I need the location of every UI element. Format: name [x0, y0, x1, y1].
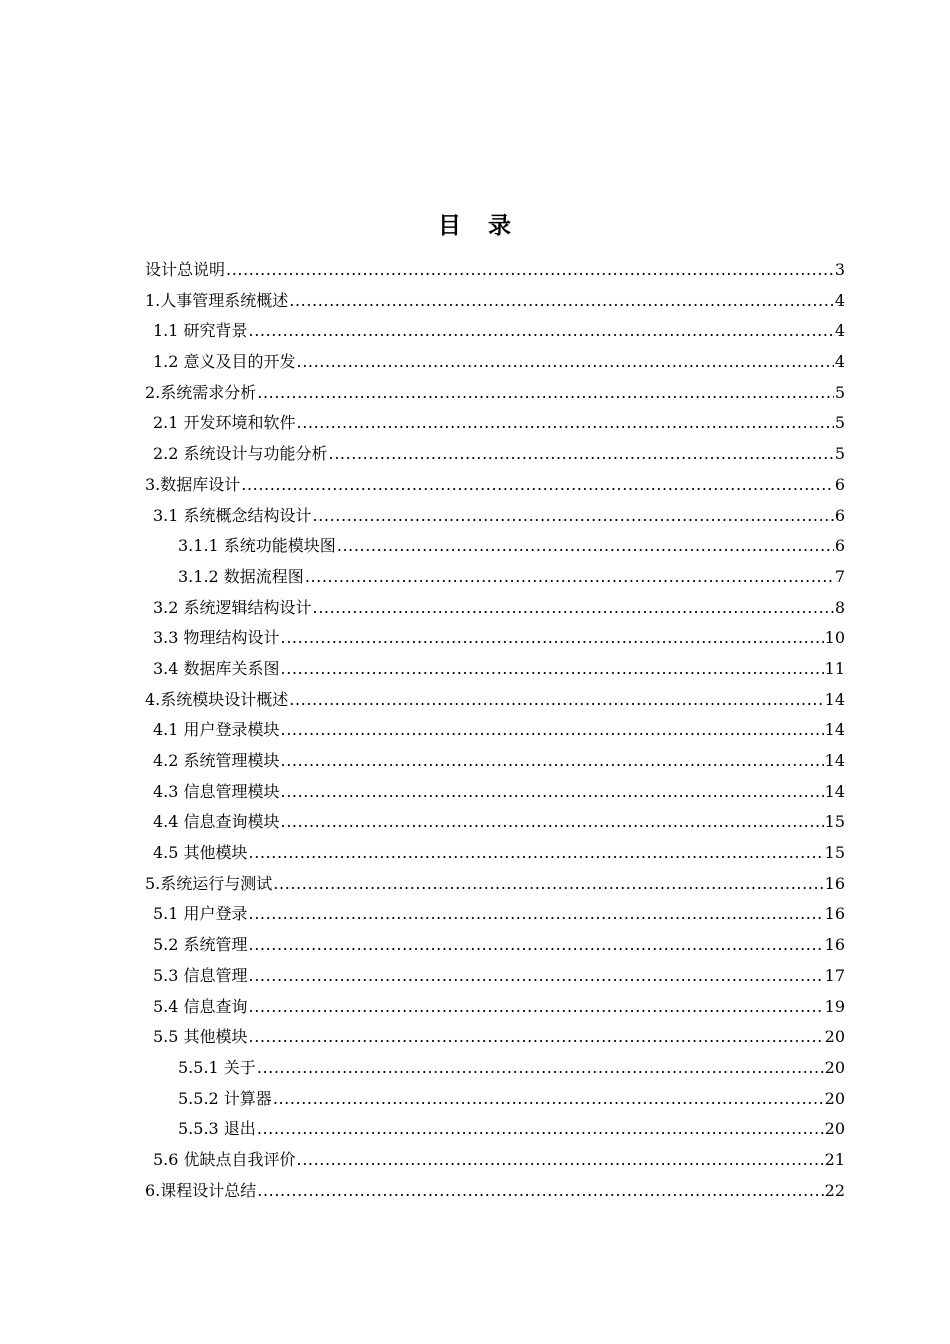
toc-entry-page-number: 4: [834, 290, 845, 310]
toc-entry-page-number: 10: [824, 628, 845, 648]
toc-dot-leader: [313, 593, 834, 624]
toc-dot-leader: [281, 715, 824, 746]
toc-entry-page-number: 16: [824, 935, 845, 955]
toc-entry[interactable]: [145, 316, 845, 347]
toc-entry-page-number: 14: [824, 720, 845, 740]
toc-dot-leader: [281, 654, 824, 685]
toc-entry-label: 3.1.1 系统功能模块图: [178, 536, 336, 556]
toc-entry-page-number: 17: [824, 965, 845, 985]
toc-entry-label: 设计总说明: [145, 260, 226, 279]
toc-entry[interactable]: [145, 255, 845, 286]
toc-dot-leader: [281, 777, 824, 808]
toc-dot-leader: [281, 623, 824, 654]
toc-dot-leader: [249, 961, 824, 992]
toc-entry-page-number: 6: [834, 505, 845, 525]
toc-entry-label: 4.系统模块设计概述: [145, 689, 289, 709]
toc-entry[interactable]: [145, 992, 845, 1023]
toc-entry-label: 4.2 系统管理模块: [153, 751, 280, 770]
toc-entry[interactable]: [145, 593, 845, 624]
toc-entry[interactable]: [145, 746, 845, 777]
toc-title-second-char: 录: [488, 213, 512, 239]
toc-dot-leader: [273, 1084, 824, 1115]
toc-dot-leader: [337, 531, 834, 562]
toc-dot-leader: [249, 1022, 824, 1053]
toc-entry-label: 5.4 信息查询: [153, 996, 248, 1016]
toc-entry-label: 3.2 系统逻辑结构设计: [153, 597, 312, 617]
toc-dot-leader: [249, 899, 824, 930]
toc-entry-label: 5.5 其他模块: [153, 1027, 248, 1047]
toc-entry-page-number: 14: [824, 689, 845, 709]
toc-entry-label: 2.1 开发环境和软件: [153, 413, 296, 433]
toc-entry-page-number: 5: [834, 444, 845, 464]
toc-entry[interactable]: [145, 930, 845, 961]
toc-entry-label: 4.5 其他模块: [153, 843, 248, 863]
toc-dot-leader: [297, 408, 834, 439]
toc-entry-label: 5.1 用户登录: [153, 904, 248, 924]
toc-dot-leader: [281, 746, 824, 777]
toc-entry-page-number: 8: [834, 597, 845, 617]
toc-dot-leader: [249, 838, 824, 869]
toc-entry[interactable]: [145, 623, 845, 654]
toc-entry[interactable]: [145, 1145, 845, 1176]
toc-entry-label: 4.4 信息查询模块: [153, 812, 280, 832]
toc-dot-leader: [257, 1176, 823, 1207]
toc-entry-page-number: 15: [824, 843, 845, 863]
toc-entry-label: 5.系统运行与测试: [145, 873, 273, 893]
toc-entry-label: 5.5.2 计算器: [178, 1088, 272, 1108]
toc-entry-label: 6.课程设计总结: [145, 1180, 257, 1200]
toc-dot-leader: [249, 316, 834, 347]
toc-dot-leader: [289, 286, 834, 317]
toc-entry-page-number: 11: [824, 658, 845, 678]
toc-entry-page-number: 19: [824, 996, 845, 1016]
toc-entry-page-number: 6: [834, 536, 845, 556]
toc-entry-label: 5.5.3 退出: [178, 1119, 256, 1139]
toc-entry[interactable]: [145, 501, 845, 532]
toc-dot-leader: [289, 685, 823, 716]
toc-entry[interactable]: [145, 286, 845, 317]
toc-entry-page-number: 20: [824, 1027, 845, 1047]
toc-entry-label: 3.3 物理结构设计: [153, 628, 280, 648]
toc-entry[interactable]: [145, 685, 845, 716]
toc-entry-page-number: 5: [834, 382, 845, 402]
toc-entry-label: 5.2 系统管理: [153, 935, 248, 955]
toc-entry-label: 4.1 用户登录模块: [153, 720, 280, 740]
toc-dot-leader: [329, 439, 834, 470]
toc-dot-leader: [281, 807, 824, 838]
toc-entry-label: 3.1 系统概念结构设计: [153, 505, 312, 525]
toc-dot-leader: [241, 470, 834, 501]
toc-dot-leader: [249, 930, 824, 961]
toc-entry-label: 5.3 信息管理: [153, 965, 248, 985]
toc-entry[interactable]: [145, 807, 845, 838]
toc-dot-leader: [313, 501, 834, 532]
toc-entry[interactable]: [145, 1176, 845, 1207]
toc-dot-leader: [226, 255, 834, 286]
toc-entry[interactable]: [145, 869, 845, 900]
toc-entry-label: 5.5.1 关于: [178, 1057, 256, 1077]
toc-entry-label: 1.人事管理系统概述: [145, 290, 289, 310]
toc-entry-label: 1.1 研究背景: [153, 321, 248, 341]
toc-title-first-char: 目: [438, 213, 462, 239]
toc-dot-leader: [257, 378, 834, 409]
toc-entry[interactable]: [145, 439, 845, 470]
toc-entry[interactable]: [145, 961, 845, 992]
toc-entry-label: 5.6 优缺点自我评价: [153, 1149, 296, 1169]
toc-dot-leader: [249, 992, 824, 1023]
toc-entry[interactable]: [145, 470, 845, 501]
toc-title: [0, 206, 950, 246]
toc-entry[interactable]: [145, 1084, 845, 1115]
toc-entry-label: 3.1.2 数据流程图: [178, 566, 304, 586]
toc-dot-leader: [297, 1145, 824, 1176]
toc-entry-page-number: 14: [824, 751, 845, 770]
toc-entry[interactable]: [145, 1053, 845, 1084]
toc-entry-label: 4.3 信息管理模块: [153, 781, 280, 801]
toc-entry-page-number: 4: [834, 352, 845, 372]
toc-entry-page-number: 6: [834, 474, 845, 494]
toc-entry[interactable]: [145, 1114, 845, 1145]
toc-entry-page-number: 4: [834, 321, 845, 341]
toc-entry[interactable]: [145, 1022, 845, 1053]
toc-dot-leader: [257, 1053, 824, 1084]
toc-dot-leader: [305, 562, 834, 593]
toc-entry[interactable]: [145, 562, 845, 593]
toc-entry[interactable]: [145, 654, 845, 685]
toc-entry-page-number: 20: [824, 1119, 845, 1139]
toc-dot-leader: [297, 347, 834, 378]
toc-entry-page-number: 5: [834, 413, 845, 433]
toc-entry-label: 1.2 意义及目的开发: [153, 352, 296, 372]
toc-entry-page-number: 20: [824, 1088, 845, 1108]
toc-entry-page-number: 15: [824, 812, 845, 832]
toc-entry[interactable]: [145, 347, 845, 378]
toc-entry[interactable]: [145, 899, 845, 930]
toc-dot-leader: [273, 869, 823, 900]
toc-entry-page-number: 21: [824, 1149, 845, 1169]
toc-entry-label: 3.4 数据库关系图: [153, 658, 280, 678]
toc-entry[interactable]: [145, 777, 845, 808]
toc-entry-page-number: 3: [834, 260, 845, 279]
toc-entry[interactable]: [145, 838, 845, 869]
toc-dot-leader: [257, 1114, 824, 1145]
toc-entry-page-number: 20: [824, 1057, 845, 1077]
toc-entry-page-number: 14: [824, 781, 845, 801]
toc-entry-page-number: 16: [824, 873, 845, 893]
toc-entry-label: 2.系统需求分析: [145, 382, 257, 402]
toc-entry-label: 2.2 系统设计与功能分析: [153, 444, 328, 464]
toc-entry-page-number: 22: [824, 1180, 845, 1200]
toc-entry[interactable]: [145, 378, 845, 409]
toc-entry-page-number: 16: [824, 904, 845, 924]
toc-entry[interactable]: [145, 531, 845, 562]
table-of-contents: [145, 255, 845, 1206]
toc-entry[interactable]: [145, 715, 845, 746]
toc-entry-label: 3.数据库设计: [145, 474, 241, 494]
toc-entry-page-number: 7: [834, 566, 845, 586]
toc-entry[interactable]: [145, 408, 845, 439]
